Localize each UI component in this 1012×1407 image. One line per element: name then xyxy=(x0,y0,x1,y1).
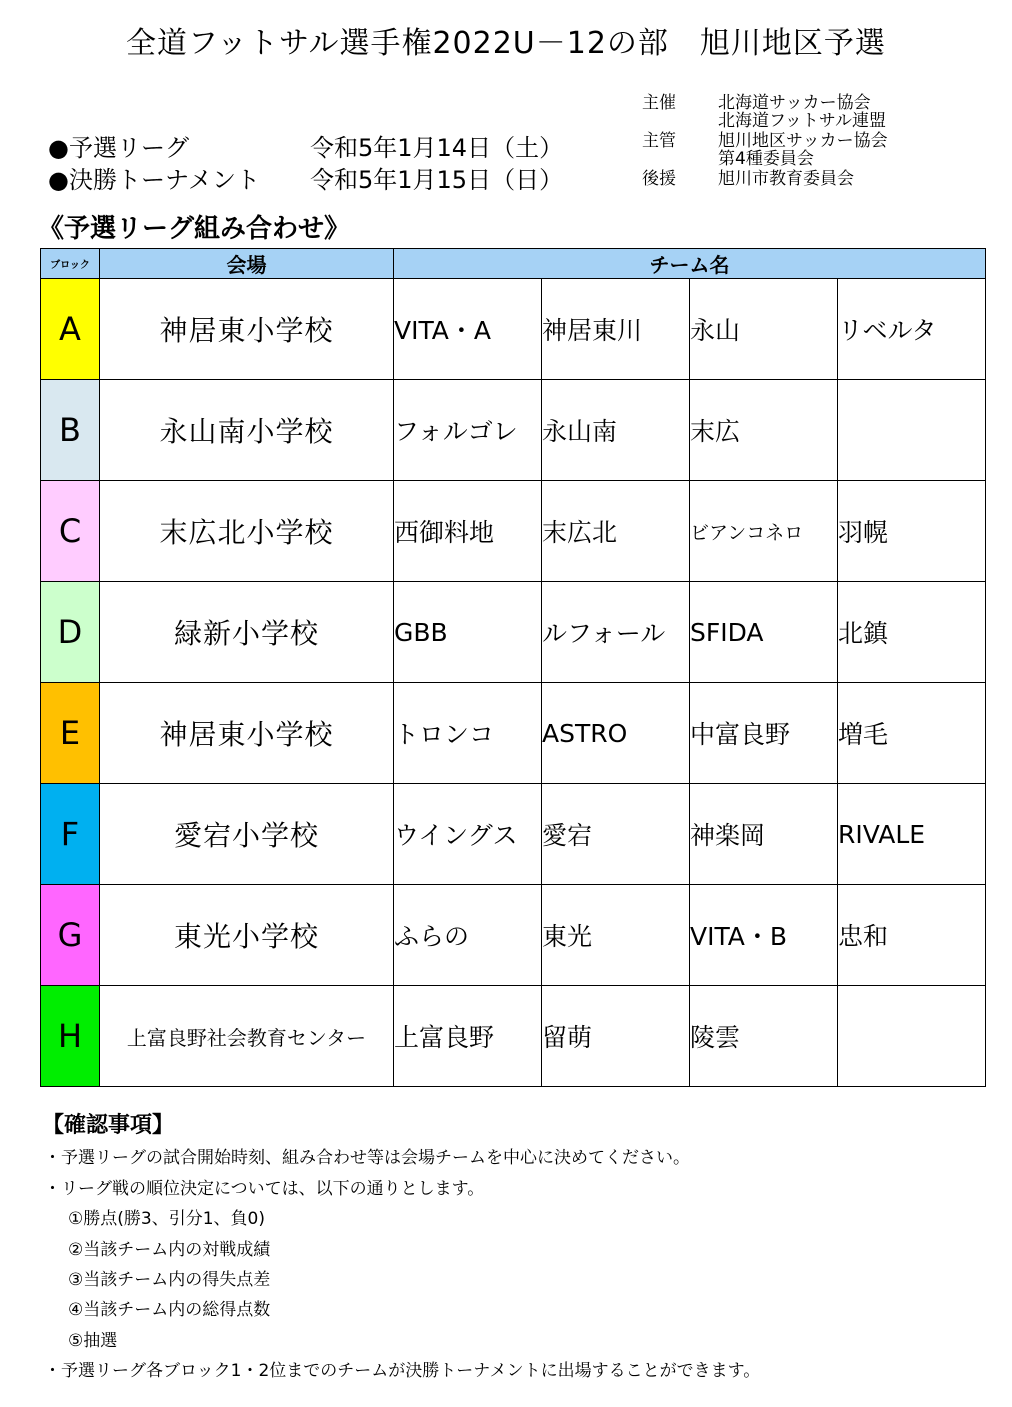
header-teams: チーム名 xyxy=(394,249,986,279)
table-row xyxy=(41,986,986,1087)
team-cell: フォルゴレ xyxy=(394,380,542,481)
team-cell: トロンコ xyxy=(394,683,542,784)
team-cell: 神居東川 xyxy=(542,279,690,380)
header-block: ブロック xyxy=(41,249,100,279)
block-letter: H xyxy=(41,986,100,1087)
note-line: ・リーグ戦の順位決定については、以下の通りとします。 xyxy=(44,1179,485,1199)
team-cell: RIVALE xyxy=(838,784,986,885)
block-letter: B xyxy=(41,380,100,481)
note-line: ①勝点(勝3、引分1、負0) xyxy=(68,1209,265,1229)
team-cell: ASTRO xyxy=(542,683,690,784)
league-table xyxy=(40,248,986,1087)
team-cell: GBB xyxy=(394,582,542,683)
venue-cell: 神居東小学校 xyxy=(100,279,394,380)
table-row xyxy=(41,784,986,885)
venue-cell: 永山南小学校 xyxy=(100,380,394,481)
team-cell: SFIDA xyxy=(690,582,838,683)
block-letter: G xyxy=(41,885,100,986)
table-header xyxy=(41,249,986,279)
team-cell xyxy=(838,380,986,481)
venue-cell: 末広北小学校 xyxy=(100,481,394,582)
venue-cell: 東光小学校 xyxy=(100,885,394,986)
host-line: 北海道フットサル連盟 xyxy=(718,111,886,131)
schedule-date: 令和5年1月14日（土） xyxy=(310,134,564,162)
note-line: ・予選リーグ各ブロック1・2位までのチームが決勝トーナメントに出場することができます。 xyxy=(44,1361,761,1381)
team-cell: リベルタ xyxy=(838,279,986,380)
page-title: 全道フットサル選手権2022U－12の部 旭川地区予選 xyxy=(126,26,886,61)
team-cell: ビアンコネロ xyxy=(690,481,838,582)
table-row xyxy=(41,380,986,481)
support-label: 後援 xyxy=(642,169,676,189)
manager-line: 旭川地区サッカー協会 xyxy=(718,131,888,151)
table-row xyxy=(41,481,986,582)
block-letter: D xyxy=(41,582,100,683)
venue-cell: 緑新小学校 xyxy=(100,582,394,683)
support-line: 旭川市教育委員会 xyxy=(718,169,854,189)
team-cell: 北鎮 xyxy=(838,582,986,683)
team-cell: 上富良野 xyxy=(394,986,542,1087)
block-letter: A xyxy=(41,279,100,380)
team-cell xyxy=(838,986,986,1087)
team-cell: ふらの xyxy=(394,885,542,986)
schedule-final xyxy=(48,160,563,195)
block-letter: C xyxy=(41,481,100,582)
team-cell: 陵雲 xyxy=(690,986,838,1087)
note-line: ②当該チーム内の対戦成績 xyxy=(68,1240,271,1260)
team-cell: ルフォール xyxy=(542,582,690,683)
team-cell: 永山南 xyxy=(542,380,690,481)
table-row xyxy=(41,279,986,380)
team-cell: VITA・A xyxy=(394,279,542,380)
venue-cell: 上富良野社会教育センター xyxy=(100,986,394,1087)
note-line: ・予選リーグの試合開始時刻、組み合わせ等は会場チームを中心に決めてください。 xyxy=(44,1148,690,1168)
block-letter: E xyxy=(41,683,100,784)
manager-label: 主管 xyxy=(642,131,676,151)
block-letter: F xyxy=(41,784,100,885)
team-cell: 末広北 xyxy=(542,481,690,582)
venue-cell: 愛宕小学校 xyxy=(100,784,394,885)
team-cell: 羽幌 xyxy=(838,481,986,582)
notes-heading: 【確認事項】 xyxy=(42,1113,175,1138)
host-label: 主催 xyxy=(642,93,676,113)
header-venue: 会場 xyxy=(100,249,394,279)
note-line: ③当該チーム内の得失点差 xyxy=(68,1270,271,1290)
schedule-label: ●決勝トーナメント xyxy=(48,166,260,194)
team-cell: 中富良野 xyxy=(690,683,838,784)
manager-line: 第4種委員会 xyxy=(718,149,814,169)
schedule-date: 令和5年1月15日（日） xyxy=(310,166,564,194)
team-cell: 永山 xyxy=(690,279,838,380)
team-cell: 神楽岡 xyxy=(690,784,838,885)
table-row xyxy=(41,582,986,683)
team-cell: 忠和 xyxy=(838,885,986,986)
table-row xyxy=(41,885,986,986)
team-cell: 西御料地 xyxy=(394,481,542,582)
team-cell: 留萌 xyxy=(542,986,690,1087)
section-title: 《予選リーグ組み合わせ》 xyxy=(38,214,351,244)
team-cell: 東光 xyxy=(542,885,690,986)
team-cell: 末広 xyxy=(690,380,838,481)
team-cell: 増毛 xyxy=(838,683,986,784)
host-line: 北海道サッカー協会 xyxy=(718,93,871,113)
team-cell: VITA・B xyxy=(690,885,838,986)
note-line: ④当該チーム内の総得点数 xyxy=(68,1300,271,1320)
team-cell: ウイングス xyxy=(394,784,542,885)
note-line: ⑤抽選 xyxy=(68,1331,118,1351)
table-row xyxy=(41,683,986,784)
team-cell: 愛宕 xyxy=(542,784,690,885)
schedule-preliminary xyxy=(48,128,563,163)
schedule-label: ●予選リーグ xyxy=(48,134,189,162)
venue-cell: 神居東小学校 xyxy=(100,683,394,784)
